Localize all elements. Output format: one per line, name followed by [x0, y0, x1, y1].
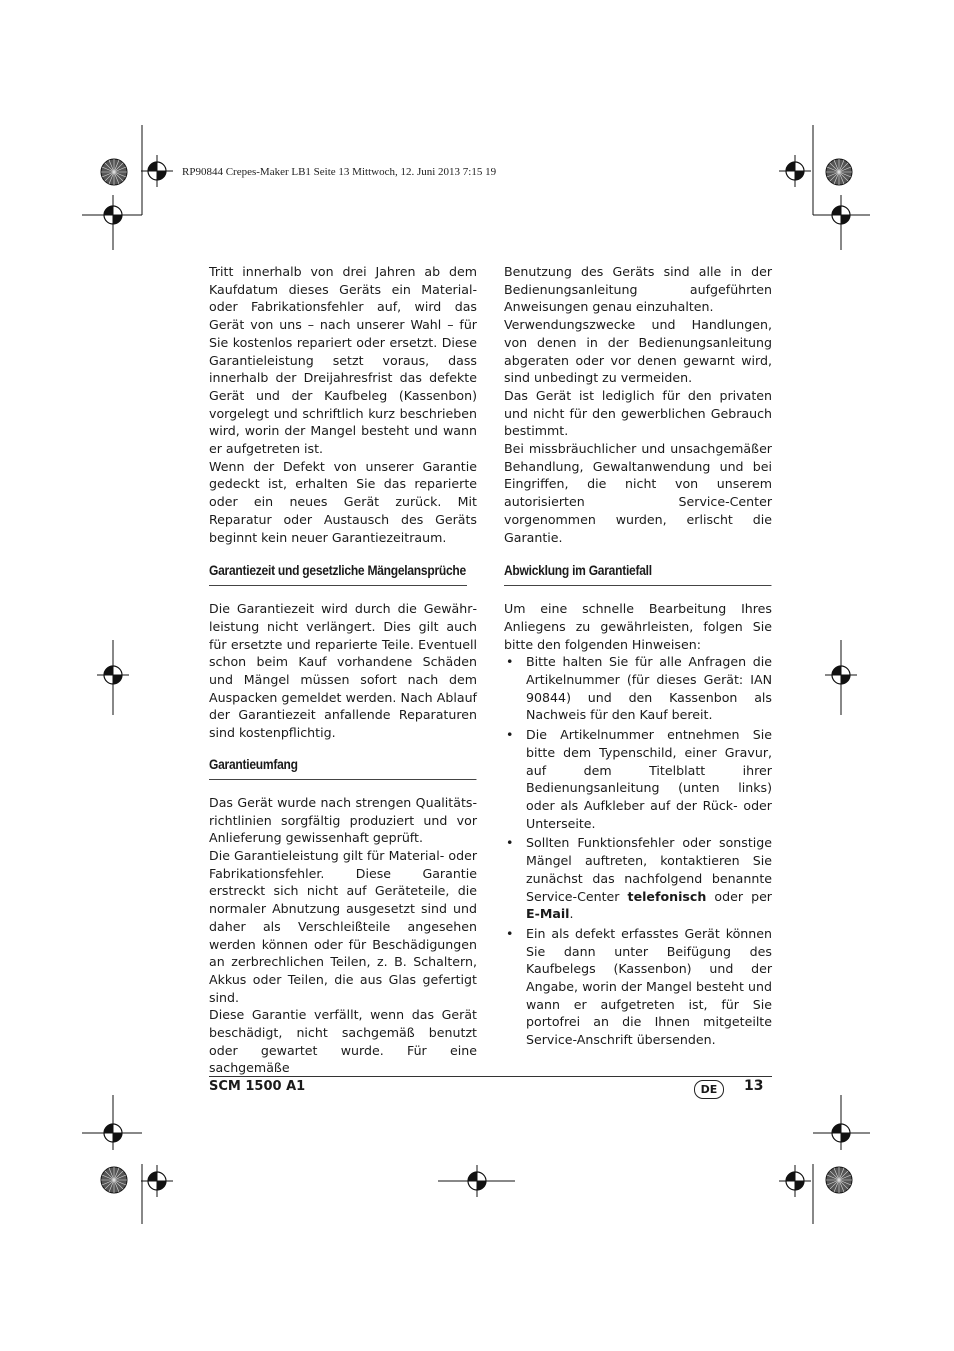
- page-number: 13: [744, 1078, 764, 1094]
- footer-divider: [209, 1076, 772, 1077]
- garantiezeit-paragraph: Die Garantiezeit wird durch die Gewährleistung nicht verlängert. Dies gilt auch für ersetzte und reparierte Teile. Eventuell schon beim Kauf vorhandene Schäden und Mängel müssen sofort nach dem Auspacken gemeldet werden. Nach Ablauf der Garantiezeit anfallende Reparaturen sind kostenpflichtig.: [209, 601, 477, 741]
- bullet-text-4: Ein als defekt erfasstes Gerät können Sie dann unter Beifügung des Kaufbelegs (Kassenbon) und der Angabe, worin der Mangel besteht und wann er aufgetreten ist, für Sie portofrei an die Ihnen mitgeteilte Service-Anschrift übersenden.: [526, 925, 772, 1048]
- garantieumfang-paragraph-3: Diese Garantie verfällt, wenn das Gerät beschädigt, nicht sachgemäß benutzt oder gewartet wurde. Für eine sachgemäße: [209, 1007, 477, 1076]
- right-column: [504, 263, 772, 1051]
- bullet-text-3-start: Sollten Funktionsfehler oder sonstige Mängel auftreten, kontaktieren Sie zunächst das nachfolgend benannte Service-Center: [526, 835, 772, 904]
- section-heading-garantieumfang: Garantieumfang: [209, 756, 476, 780]
- section-heading-abwicklung: Abwicklung im Garantiefall: [504, 562, 771, 586]
- garantieumfang-paragraph-1: Das Gerät wurde nach strengen Qualitätsrichtlinien sorgfältig produziert und vor Anlieferung gewissenhaft geprüft.: [209, 794, 477, 846]
- list-item: [504, 726, 772, 832]
- bullet-icon: •: [506, 925, 514, 941]
- list-item: [504, 834, 772, 923]
- bullet-text-3-phone: telefonisch: [627, 888, 707, 904]
- left-column: [209, 263, 477, 1077]
- print-slug: RP90844 Crepes-Maker LB1 Seite 13 Mittwoch, 12. Juni 2013 7:15 19: [182, 166, 497, 178]
- bullet-text-3-end: .: [569, 906, 574, 922]
- intro-paragraph-2: Wenn der Defekt von unserer Garantie gedeckt ist, erhalten Sie das reparierte oder ein neues Gerät zurück. Mit Reparatur oder Austausch des Geräts beginnt kein neuer Garantiezeitraum.: [209, 458, 477, 545]
- bullet-icon: •: [506, 835, 514, 851]
- abwicklung-bullet-list: [504, 653, 772, 1048]
- language-badge: DE: [694, 1080, 724, 1099]
- list-item: [504, 925, 772, 1049]
- section-heading-garantiezeit: Garantiezeit und gesetzliche Mängelansprüche: [209, 562, 467, 586]
- bullet-icon: •: [506, 727, 514, 743]
- bullet-text-1: Bitte halten Sie für alle Anfragen die Artikelnummer (für dieses Gerät: IAN 90844) und den Kassenbon als Nachweis für den Kauf bereit.: [526, 654, 772, 723]
- abwicklung-intro: Um eine schnelle Bearbeitung Ihres Anliegens zu gewährleisten, folgen Sie bitte den folgenden Hinweisen:: [504, 601, 772, 652]
- right-paragraph-2: Verwendungszwecke und Handlungen, von denen in der Bedienungsanleitung abgeraten oder vor denen gewarnt wird, sind unbedingt zu vermeiden.: [504, 317, 772, 386]
- bullet-text-3-email: E-Mail: [526, 906, 570, 922]
- intro-paragraph-1: Tritt innerhalb von drei Jahren ab dem Kaufdatum dieses Geräts ein Material- oder Fabrikationsfehler auf, wird das Gerät von uns – nach unserer Wahl – für Sie kostenlos repariert oder ersetzt. Diese Garantieleistung setzt voraus, dass innerhalb der Dreijahresfrist das defekte Gerät und der Kaufbeleg (Kassenbon) vorgelegt und schriftlich kurz beschrieben wird, worin der Mangel besteht und wann er aufgetreten ist.: [209, 264, 477, 457]
- right-paragraph-4: Bei missbräuchlicher und unsachgemäßer Behandlung, Gewaltanwendung und bei Eingriffen, die nicht von unserem autorisierten Service-Center vorgenommen wurden, erlischt die Garantie.: [504, 441, 772, 545]
- garantieumfang-paragraph-2: Die Garantieleistung gilt für Material- oder Fabrikationsfehler. Diese Garantie erstreckt sich nicht auf Geräteteile, die normaler Abnutzung ausgesetzt sind und daher als Verschleißteile angesehen werden können oder für Beschädigungen an zerbrechlichen Teilen, z. B. Schaltern, Akkus oder Teilen, die aus Glas gefertigt sind.: [209, 847, 477, 1005]
- bullet-text-3-middle: oder per: [706, 888, 772, 904]
- bullet-text-2: Die Artikelnummer entnehmen Sie bitte dem Typenschild, einer Gravur, auf dem Titelblatt ihrer Bedienungsanleitung (unten links) oder als Aufkleber auf der Rück- oder Unterseite.: [526, 727, 772, 831]
- footer-model-number: SCM 1500 A1: [209, 1079, 306, 1094]
- right-paragraph-3: Das Gerät ist lediglich für den privaten und nicht für den gewerblichen Gebrauch bestimmt.: [504, 387, 772, 439]
- right-paragraph-1: Benutzung des Geräts sind alle in der Bedienungsanleitung aufgeführten Anweisungen genau einzuhalten.: [504, 264, 772, 315]
- list-item: [504, 653, 772, 724]
- bullet-icon: •: [506, 654, 514, 670]
